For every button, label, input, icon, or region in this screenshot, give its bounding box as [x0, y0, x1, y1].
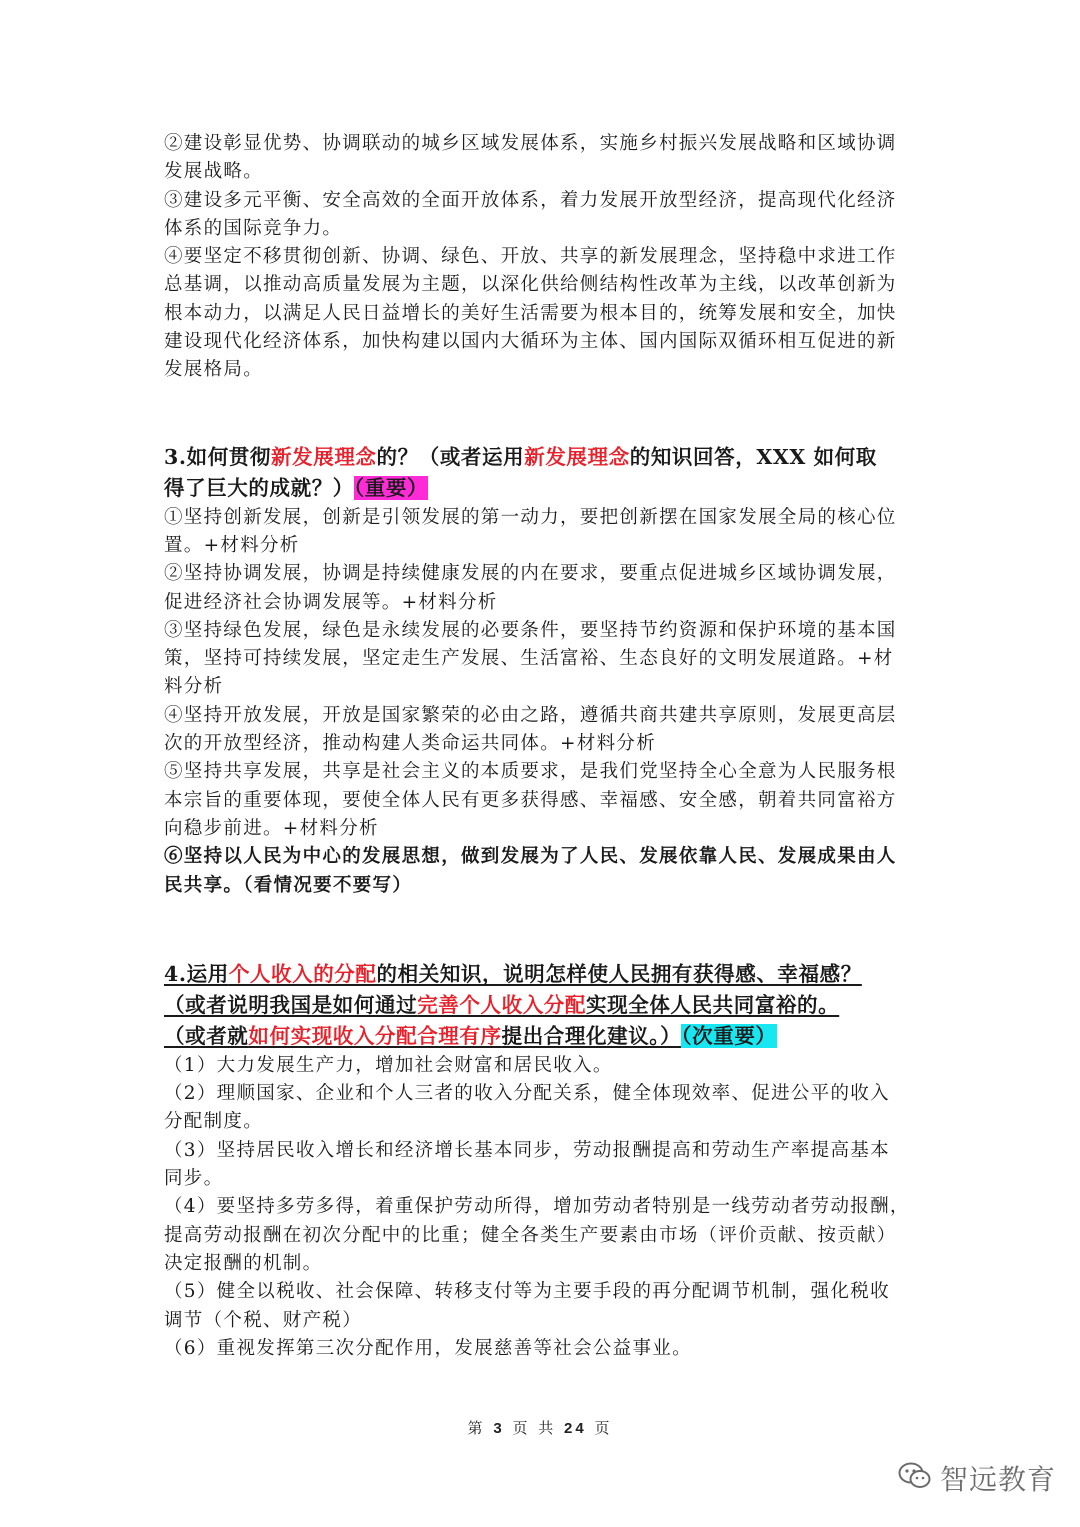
text-line: 总基调，以推动高质量发展为主题，以深化供给侧结构性改革为主线，以改革创新为	[164, 274, 897, 296]
footer-text: 第	[467, 1419, 486, 1437]
q4-heading-part: 提出合理化建议。）	[501, 1023, 682, 1048]
q4-answer	[164, 1052, 924, 1363]
text-line: ③建设多元平衡、安全高效的全面开放体系，着力发展开放型经济，提高现代化经济	[164, 189, 897, 211]
footer-text: 页 共	[512, 1419, 557, 1437]
text-line: 策，坚持可持续发展，坚定走生产发展、生活富裕、生态良好的文明发展道路。+材	[164, 648, 894, 670]
text-line: 建设现代化经济体系，加快构建以国内大循环为主体、国内国际双循环相互促进的新	[164, 331, 897, 353]
text-line: ③坚持绿色发展，绿色是永续发展的必要条件，要坚持节约资源和保护环境的基本国	[164, 619, 897, 641]
text-line: 同步。	[164, 1168, 224, 1190]
text-line: 发展战略。	[164, 161, 264, 183]
text-line: 向稳步前进。+材料分析	[164, 817, 379, 839]
page-number: 3	[493, 1420, 505, 1437]
block1-paragraph	[164, 130, 924, 385]
text-line: ⑥坚持以人民为中心的发展思想，做到发展为了人民、发展依靠人民、发展成果由人	[164, 846, 897, 868]
text-line: 提高劳动报酬在初次分配中的比重；健全各类生产要素由市场（评价贡献、按贡献）	[164, 1224, 897, 1246]
page-total: 24	[564, 1420, 587, 1437]
q4-heading-part: （或者说明我国是如何通过	[164, 992, 418, 1017]
text-line: 发展格局。	[164, 359, 264, 381]
q3-keyword: 新发展理念	[271, 444, 377, 469]
text-line: 民共享。（看情况要不要写）	[164, 874, 413, 896]
text-line: （1）大力发展生产力，增加社会财富和居民收入。	[164, 1054, 613, 1076]
q4-heading-part: 的相关知识，说明怎样使人民拥有获得感、幸福感？	[376, 961, 862, 986]
q3-heading-part: 的？（或者运用	[376, 444, 525, 469]
text-line: （3）坚持居民收入增长和经济增长基本同步，劳动报酬提高和劳动生产率提高基本	[164, 1139, 890, 1161]
text-line: （4）要坚持多劳多得，着重保护劳动所得，增加劳动者特别是一线劳动者劳动报酬，	[164, 1196, 910, 1218]
q4-heading	[164, 959, 924, 1052]
watermark	[898, 1458, 1056, 1498]
text-line: 体系的国际竞争力。	[164, 217, 343, 239]
text-line: ②建设彰显优势、协调联动的城乡区域发展体系，实施乡村振兴发展战略和区域协调	[164, 133, 897, 154]
text-line: 分配制度。	[164, 1111, 264, 1133]
q3-heading-part: 的知识回答，XXX 如何取	[629, 444, 877, 469]
q4-heading-part: 4.运用	[164, 961, 229, 986]
q3-answer	[164, 504, 924, 844]
importance-badge: （次重要）	[681, 1023, 777, 1048]
watermark-text: 智远教育	[940, 1463, 1057, 1496]
q3-heading-part: 3.如何贯彻	[164, 444, 272, 469]
text-line: 根本动力，以满足人民日益增长的美好生活需要为根本目的，统筹发展和安全，加快	[164, 302, 897, 324]
importance-badge: （重要）	[353, 475, 429, 500]
text-line: 调节（个税、财产税）	[164, 1309, 363, 1331]
text-line: 次的开放型经济，推动构建人类命运共同体。+材料分析	[164, 733, 657, 755]
text-line: ④要坚定不移贯彻创新、协调、绿色、开放、共享的新发展理念，坚持稳中求进工作	[164, 246, 897, 268]
q3-keyword: 新发展理念	[524, 444, 630, 469]
q4-heading-part: 实现全体人民共同富裕的。	[586, 992, 840, 1017]
text-line: （5）健全以税收、社会保障、转移支付等为主要手段的再分配调节机制，强化税收	[164, 1281, 890, 1303]
q4-keyword: 完善个人收入分配	[417, 992, 587, 1017]
text-line: （6）重视发挥第三次分配作用，发展慈善等社会公益事业。	[164, 1337, 692, 1359]
text-line: 促进经济社会协调发展等。+材料分析	[164, 591, 498, 613]
q3-heading-part: 得了巨大的成就？）	[164, 475, 354, 500]
q4-keyword: 如何实现收入分配合理有序	[248, 1023, 502, 1048]
text-line: （2）理顺国家、企业和个人三者的收入分配关系，健全体现效率、促进公平的收入	[164, 1083, 890, 1105]
text-line: 决定报酬的机制。	[164, 1252, 323, 1274]
text-line: ⑤坚持共享发展，共享是社会主义的本质要求，是我们党坚持全心全意为人民服务根	[164, 761, 897, 783]
q3-answer-bold	[164, 843, 924, 900]
text-line: 本宗旨的重要体现，要使全体人民有更多获得感、幸福感、安全感，朝着共同富裕方	[164, 789, 897, 811]
page-footer	[0, 1417, 1080, 1438]
q4-heading-part: （或者就	[164, 1023, 249, 1048]
text-line: ④坚持开放发展，开放是国家繁荣的必由之路，遵循共商共建共享原则，发展更高层	[164, 704, 897, 726]
q4-keyword: 个人收入的分配	[228, 961, 377, 986]
text-line: 置。+材料分析	[164, 534, 300, 556]
footer-text: 页	[594, 1419, 613, 1437]
text-line: ①坚持创新发展，创新是引领发展的第一动力，要把创新摆在国家发展全局的核心位	[164, 506, 897, 528]
wechat-icon	[898, 1461, 932, 1495]
q3-heading	[164, 442, 924, 504]
text-line: 料分析	[164, 676, 224, 698]
page-content	[164, 130, 924, 1363]
text-line: ②坚持协调发展，协调是持续健康发展的内在要求，要重点促进城乡区域协调发展，	[164, 563, 897, 585]
